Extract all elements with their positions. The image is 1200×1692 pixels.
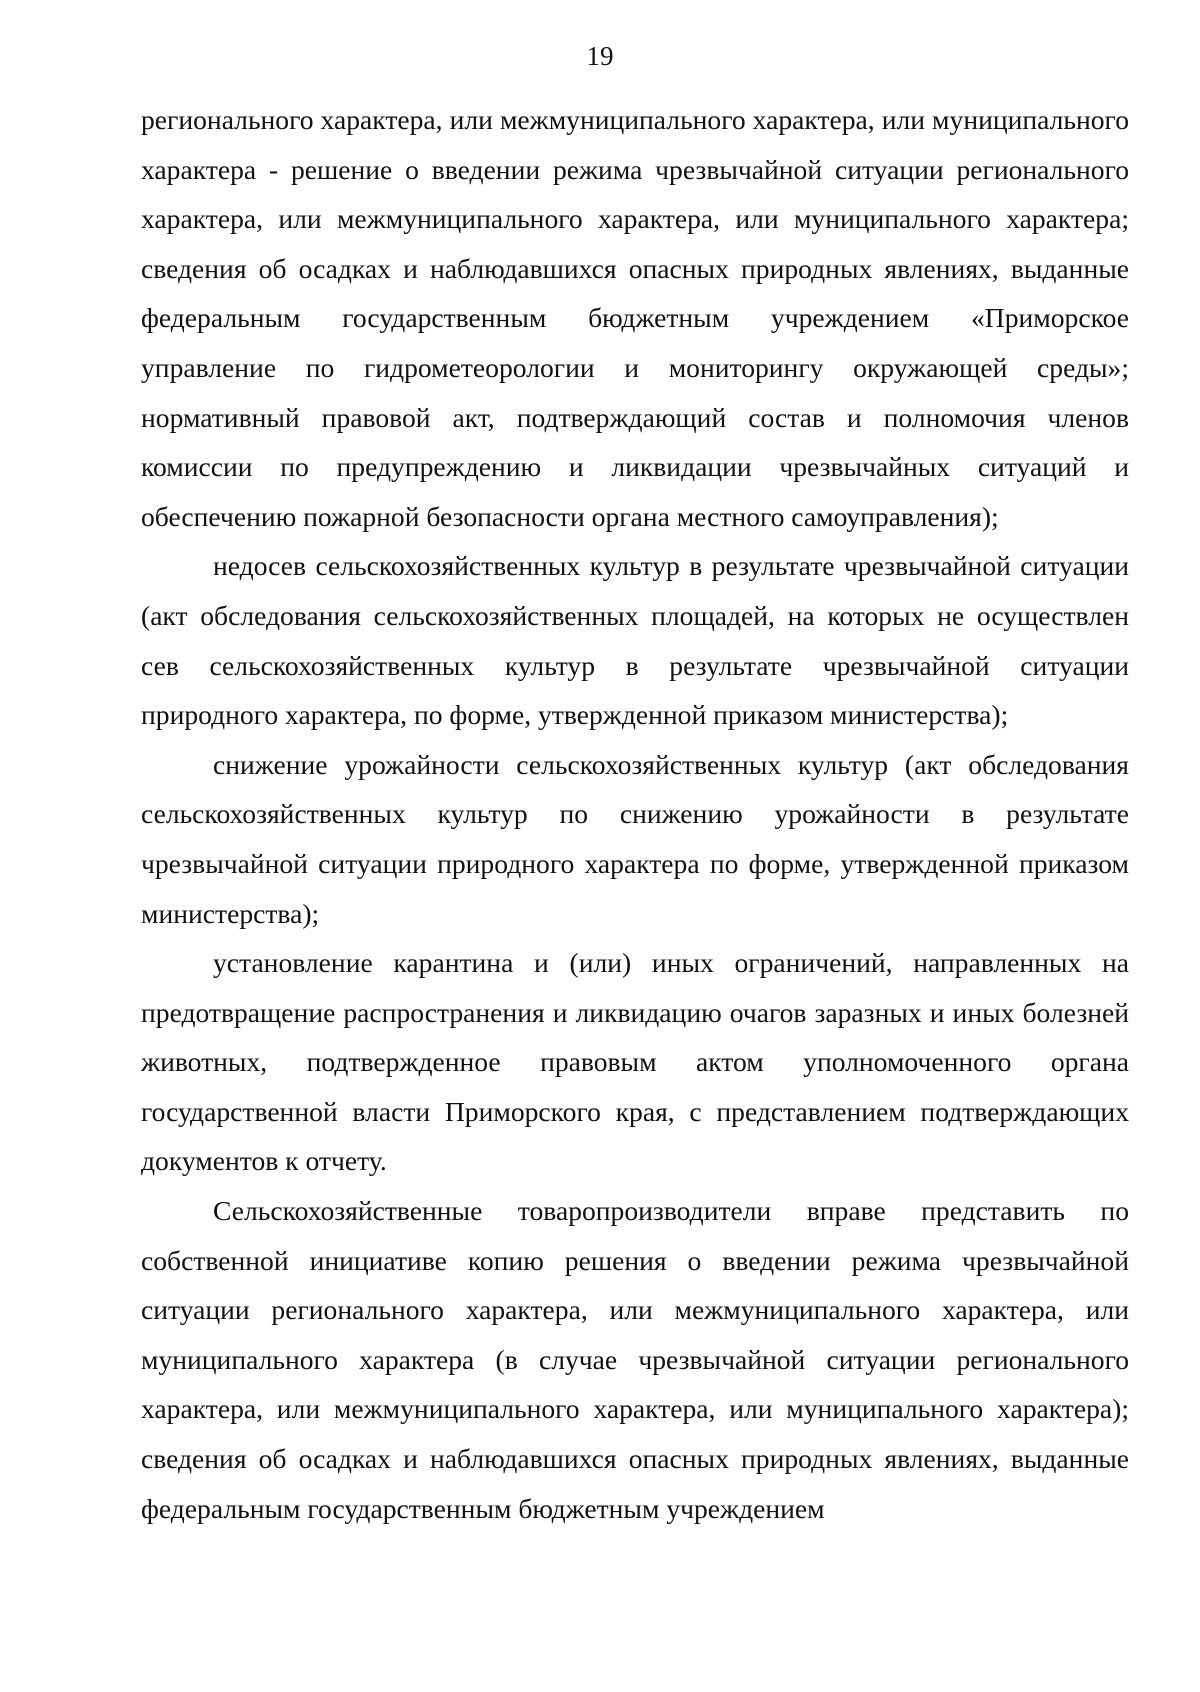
page-number: 19 xyxy=(586,41,614,71)
paragraph-crop-shortfall: недосев сельскохозяйственных культур в результате чрезвычайной ситуации (акт обследования сельскохозяйственных площадей, на которых не осуществлен сев сельскохозяйственных культур в результате чрезвычайной ситуации природного характера, по форме, утвержденной приказом министерства); xyxy=(141,550,1129,731)
document-body xyxy=(141,95,1129,1533)
paragraph-quarantine: установление карантина и (или) иных ограничений, направленных на предотвращение распространения и ликвидацию очагов заразных и иных болезней животных, подтвержденное правовым актом уполномоченного органа государственной власти Приморского края, с представлением подтверждающих документов к отчету. xyxy=(141,947,1129,1177)
paragraph-continuation: регионального характера, или межмуниципального характера, или муниципального характера - решение о введении режима чрезвычайной ситуации регионального характера, или межмуниципального характера, или муниципального характера; сведения об осадках и наблюдавшихся опасных природных явлениях, выданные федеральным государственным бюджетным учреждением «Приморское управление по гидрометеорологии и мониторингу окружающей среды»; нормативный правовой акт, подтверждающий состав и полномочия членов комиссии по предупреждению и ликвидации чрезвычайных ситуаций и обеспечению пожарной безопасности органа местного самоуправления); xyxy=(141,104,1129,532)
paragraph-producers-right: Сельскохозяйственные товаропроизводители вправе представить по собственной инициативе копию решения о введении режима чрезвычайной ситуации регионального характера, или межмуниципального характера, или муниципального характера (в случае чрезвычайной ситуации регионального характера, или межмуниципального характера, или муниципального характера); сведения об осадках и наблюдавшихся опасных природных явлениях, выданные федеральным государственным бюджетным учреждением xyxy=(141,1195,1129,1524)
paragraph-yield-reduction: снижение урожайности сельскохозяйственных культур (акт обследования сельскохозяйственных культур по снижению урожайности в результате чрезвычайной ситуации природного характера по форме, утвержденной приказом министерства); xyxy=(141,748,1129,929)
